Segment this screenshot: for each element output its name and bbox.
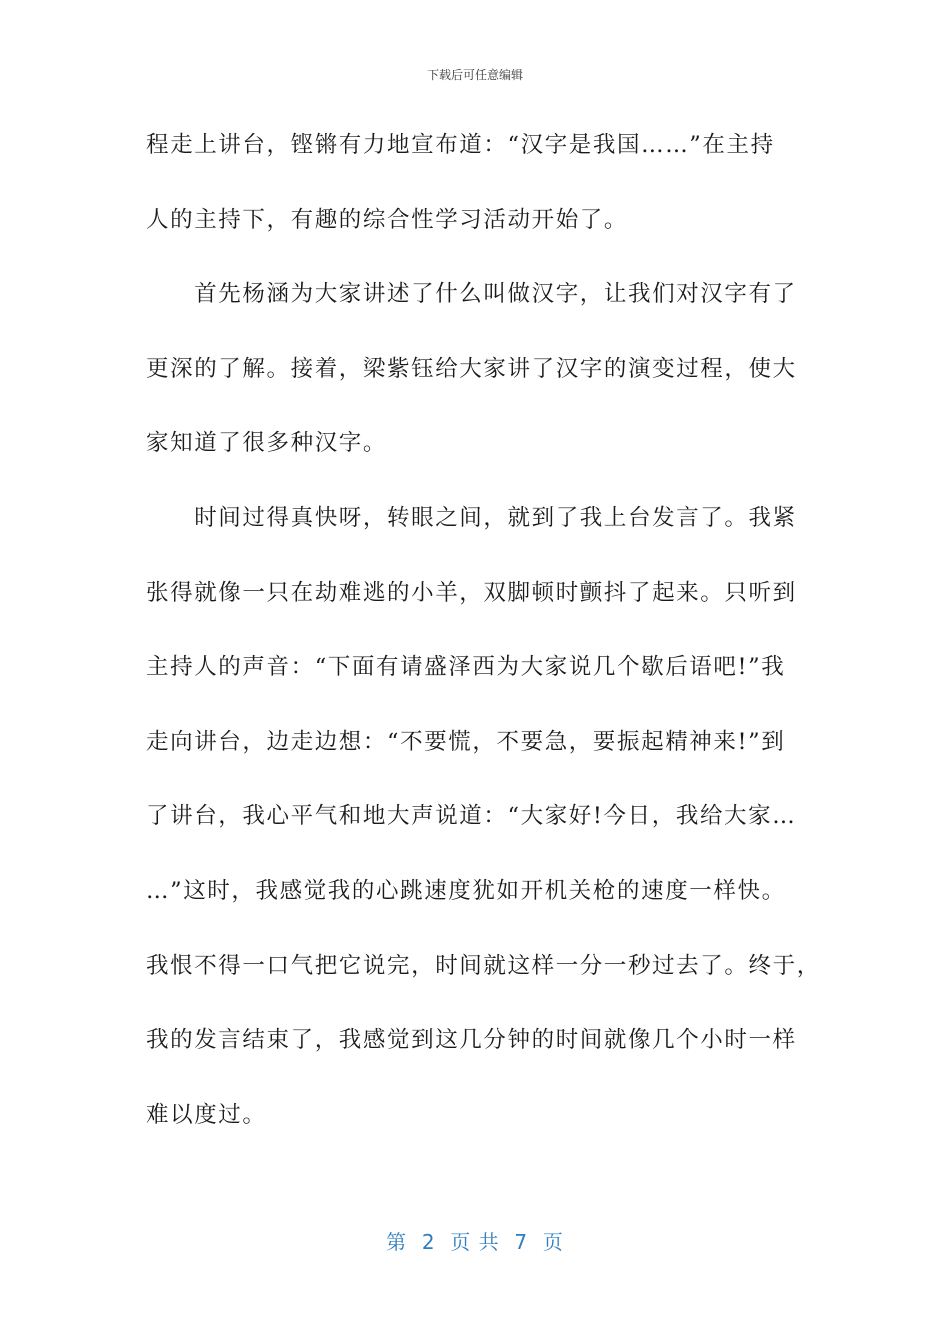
text-line: 首先杨涵为大家讲述了什么叫做汉字，让我们对汉字有了	[146, 281, 797, 307]
text-line: 我的发言结束了，我感觉到这几分钟的时间就像几个小时一样	[146, 1027, 797, 1053]
text-line: 了讲台，我心平气和地大声说道：“大家好!今日，我给大家…	[146, 803, 797, 829]
text-line: 时间过得真快呀，转眼之间，就到了我上台发言了。我紧	[146, 505, 797, 531]
text-line: 主持人的声音：“下面有请盛泽西为大家说几个歇后语吧!”我	[146, 654, 786, 680]
text-line: 我恨不得一口气把它说完，时间就这样一分一秒过去了。终于，	[146, 953, 821, 979]
text-line: 更深的了解。接着，梁紫钰给大家讲了汉字的演变过程，使大	[146, 356, 797, 382]
text-line: 张得就像一只在劫难逃的小羊，双脚顿时颤抖了起来。只听到	[146, 580, 797, 606]
text-line: 人的主持下，有趣的综合性学习活动开始了。	[146, 207, 629, 233]
header-note: 下载后可任意编辑	[426, 68, 523, 82]
text-line: 走向讲台，边走边想：“不要慌，不要急，要振起精神来!”到	[146, 729, 786, 755]
text-line: …”这时，我感觉我的心跳速度犹如开机关枪的速度一样快。	[146, 878, 786, 904]
page-number-footer	[0, 1226, 950, 1255]
text-line: 难以度过。	[146, 1102, 267, 1128]
page-number-label: 第 2 页 共 7 页	[386, 1230, 564, 1254]
text-line: 家知道了很多种汉字。	[146, 430, 388, 456]
text-line: 程走上讲台，铿锵有力地宣布道：“汉字是我国……”在主持	[146, 132, 775, 158]
